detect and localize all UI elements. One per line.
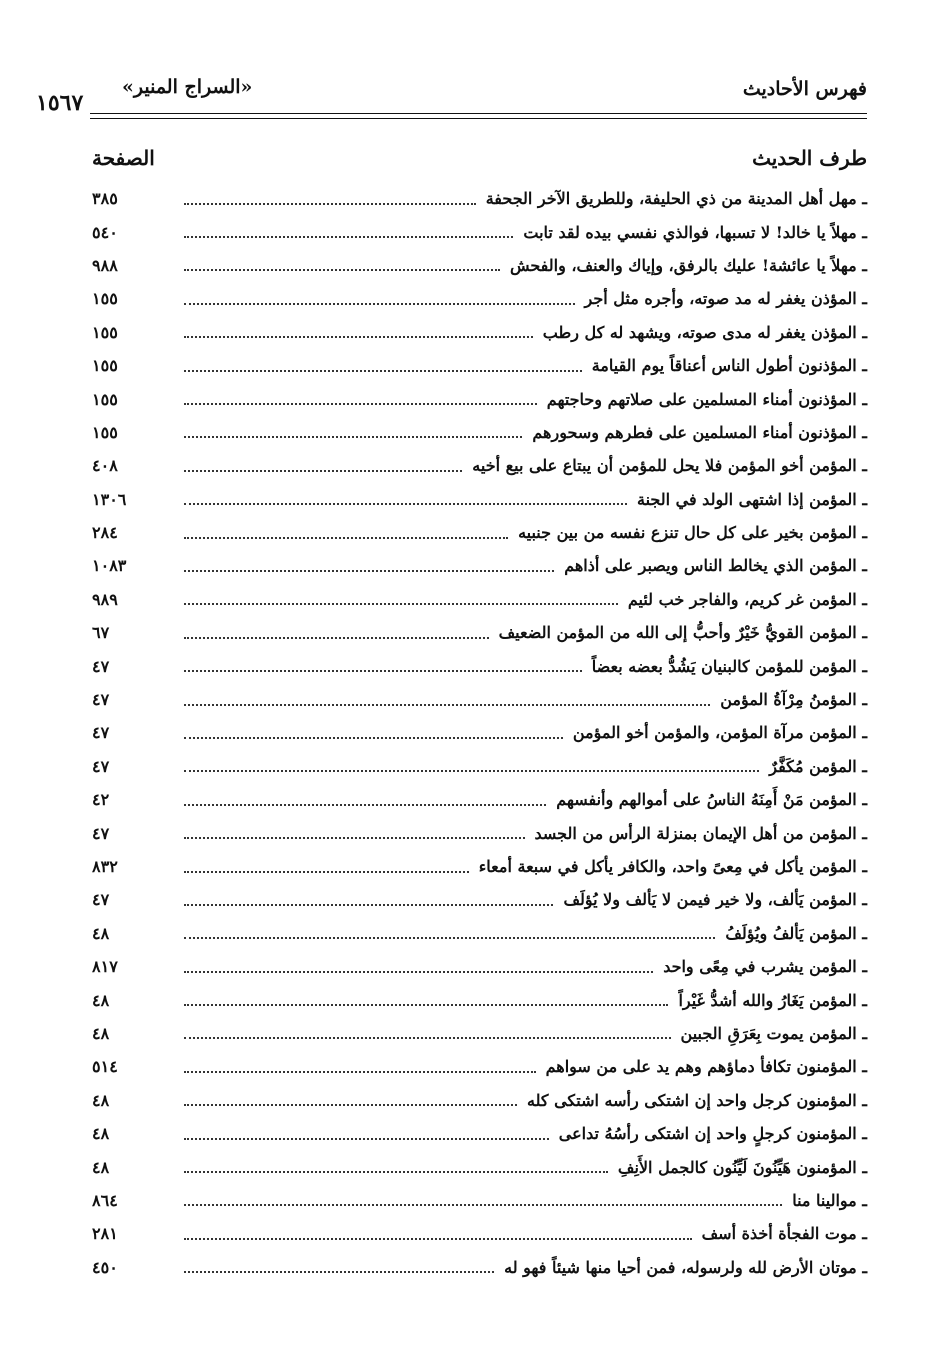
hadith-text: ـ المؤذنون أمناء المسلمين على فطرهم وسحورهم [532,422,867,442]
page-reference: ١٥٥ [92,422,118,442]
dot-leader [184,702,710,706]
hadith-text: ـ المؤذنون أطول الناس أعناقاً يوم القيامة [591,356,867,376]
index-entry [92,683,867,716]
page-number: ١٥٦٧ [36,90,84,116]
hadith-text: ـ المؤمن مُكَفَّرٌ [769,756,867,776]
hadith-text: ـ المؤمن من أهل الإيمان بمنزلة الرأس من الجسد [534,823,867,843]
hadith-text: ـ مهل أهل المدينة من ذي الحليفة، وللطريق الآخر الجحفة [485,189,867,209]
page-reference: ٤٨ [92,1157,110,1177]
hadith-text: ـ المؤمن يَألفُ ويُؤلَفُ [725,923,867,943]
dot-leader [184,1202,782,1206]
index-entry [92,516,867,549]
dot-leader [184,434,522,438]
dot-leader [184,935,715,939]
hadith-text: ـ المؤمن الذي يخالط الناس ويصبر على أذاهم [564,556,867,576]
index-entry [92,249,867,282]
dot-leader [184,802,546,806]
dot-leader [184,768,759,772]
hadith-index-list [92,182,867,1284]
hadith-text: ـ المؤذنون أمناء المسلمين على صلاتهم وحاجتهم [546,389,867,409]
index-entry [92,816,867,849]
book-title: «السراج المنير» [122,76,253,98]
index-entry [92,282,867,315]
index-entry [92,1050,867,1083]
page-reference: ١٥٥ [92,289,118,309]
page-reference: ٦٧ [92,623,110,643]
page-reference: ٤٨ [92,1023,110,1043]
page-reference: ٤٠٨ [92,456,118,476]
index-entry [92,583,867,616]
dot-leader [184,668,582,672]
hadith-text: ـ المؤمنون تكافأ دماؤهم وهم يد على من سواهم [545,1057,867,1077]
hadith-text: ـ المؤمنون هَيِّنُونَ لَيِّنُون كالجمل الأَنِفِ [617,1157,867,1177]
dot-leader [184,1136,549,1140]
index-entry [92,215,867,248]
index-entry [92,416,867,449]
index-entry [92,549,867,582]
dot-leader [184,969,653,973]
page-reference: ٤٨ [92,923,110,943]
dot-leader [184,301,575,305]
dot-leader [184,568,554,572]
page-column-heading: الصفحة [92,146,155,170]
index-entry [92,1251,867,1284]
page-reference: ٤٧ [92,890,110,910]
hadith-text: ـ المؤمن إذا اشتهى الولد في الجنة [637,489,867,509]
index-entry [92,883,867,916]
index-entry [92,783,867,816]
hadith-text: ـ المؤمن القويُّ خَيْرٌ وأحبُّ إلى الله من المؤمن الضعيف [498,623,867,643]
dot-leader [184,735,563,739]
dot-leader [184,835,525,839]
running-header [36,70,867,116]
hadith-text: ـ المؤمن غر كريم، والفاجر خب لئيم [627,589,867,609]
dot-leader [184,635,489,639]
index-entry [92,449,867,482]
page-reference: ١٥٥ [92,322,118,342]
hadith-text: ـ المؤمنُ مِرْآةُ المؤمن [720,690,867,710]
index-entry [92,1084,867,1117]
page-reference: ٩٨٨ [92,255,118,275]
page-reference: ١٣٠٦ [92,489,127,509]
hadith-text: ـ المؤمن يأكل في مِعىً واحد، والكافر يأكل في سبعة أمعاء [478,857,867,876]
page-reference: ٤٧ [92,723,110,743]
section-title: فهرس الأحاديث [742,78,867,100]
dot-leader [184,1002,668,1006]
dot-leader [184,601,618,605]
page-reference: ٤٧ [92,756,110,776]
index-entry [92,716,867,749]
hadith-text: ـ موتان الأرض لله ولرسوله، فمن أحيا منها شيئاً فهو له [504,1257,867,1277]
page-reference: ١٥٥ [92,389,118,409]
dot-leader [184,1169,608,1173]
hadith-text: ـ مهلاً يا عائشة! عليك بالرفق، وإياك والعنف، والفحش [509,255,867,275]
dot-leader [184,535,508,539]
page-reference: ٤٧ [92,823,110,843]
hadith-text: ـ المؤمن مرآة المؤمن، والمؤمن أخو المؤمن [572,723,867,743]
page-reference: ٨٣٢ [92,857,118,876]
page-reference: ٤٨ [92,1090,110,1110]
index-entry [92,382,867,415]
dot-leader [184,201,476,205]
page-reference: ٥٤٠ [92,222,118,242]
page-reference: ٨٦٤ [92,1190,118,1210]
hadith-text: ـ المؤمن يَألف، ولا خير فيمن لا يَألف ولا يُؤلَف [563,890,867,910]
page-reference: ١٥٥ [92,356,118,376]
index-entry [92,850,867,883]
page-reference: ٤٨ [92,1124,110,1144]
index-entry [92,1117,867,1150]
page-reference: ٥١٤ [92,1057,118,1077]
hadith-column-heading: طرف الحديث [752,146,867,170]
header-rule-thin [90,118,867,119]
hadith-text: ـ المؤمن مَنْ أَمِنَهُ الناسُ على أموالهم وأنفسهم [556,790,867,810]
hadith-text: ـ المؤمن يَغَارُ والله أشدُّ غَيْراً [678,990,867,1010]
index-entry [92,950,867,983]
dot-leader [184,468,462,472]
index-entry [92,349,867,382]
hadith-text: ـ المؤمنون كرجل واحد إن اشتكى رأسه اشتكى كله [527,1090,867,1110]
hadith-text: ـ مهلاً يا خالد! لا تسبها، فوالذي نفسي بيده لقد تابت [523,222,867,242]
index-entry [92,1217,867,1250]
hadith-text: ـ المؤمن يشرب في مِعًى واحد [663,957,867,977]
page-reference: ٤٧ [92,656,110,676]
page-reference: ٤٨ [92,990,110,1010]
index-entry [92,649,867,682]
header-rule [90,113,867,114]
dot-leader [184,234,513,238]
index-entry [92,616,867,649]
index-entry [92,182,867,215]
dot-leader [184,1269,494,1273]
hadith-text: ـ المؤذن يغفر له مدى صوته، ويشهد له كل رطب [542,322,867,342]
index-entry [92,750,867,783]
page-reference: ٨١٧ [92,957,118,977]
hadith-text: ـ المؤمن أخو المؤمن فلا يحل للمؤمن أن يبتاع على بيع أخيه [472,456,867,476]
dot-leader [184,501,627,505]
page-reference: ٣٨٥ [92,189,118,209]
hadith-text: ـ المؤمن بخير على كل حال تنزع نفسه من بين جنبيه [518,523,867,543]
hadith-text: ـ موت الفجأة أخذة أسف [701,1224,867,1244]
dot-leader [184,1102,517,1106]
dot-leader [184,869,469,873]
index-entry [92,983,867,1016]
dot-leader [184,401,537,405]
dot-leader [184,1236,692,1240]
index-entry [92,1150,867,1183]
hadith-text: ـ موالينا منا [792,1190,867,1210]
page-reference: ٩٨٩ [92,589,118,609]
page-reference: ٤٢ [92,790,110,810]
page-reference: ٢٨٤ [92,523,118,543]
dot-leader [184,902,553,906]
index-entry [92,917,867,950]
page-reference: ٤٧ [92,690,110,710]
hadith-text: ـ المؤمن للمؤمن كالبنيان يَشُدُّ بعضه بعضاً [591,656,867,676]
dot-leader [184,1035,671,1039]
page-reference: ١٠٨٣ [92,556,127,576]
page-reference: ٤٥٠ [92,1257,118,1277]
index-entry [92,1017,867,1050]
dot-leader [184,334,533,338]
dot-leader [184,267,500,271]
index-entry [92,316,867,349]
dot-leader [184,1069,536,1073]
page-reference: ٢٨١ [92,1224,118,1244]
index-entry [92,1184,867,1217]
hadith-text: ـ المؤذن يغفر له مد صوته، وأجره مثل أجر [584,289,867,309]
hadith-text: ـ المؤمن يموت بِعَرَقِ الجبين [680,1023,867,1043]
dot-leader [184,368,582,372]
hadith-text: ـ المؤمنون كرجلٍ واحد إن اشتكى رأسُهُ تداعى [558,1124,867,1144]
index-entry [92,483,867,516]
